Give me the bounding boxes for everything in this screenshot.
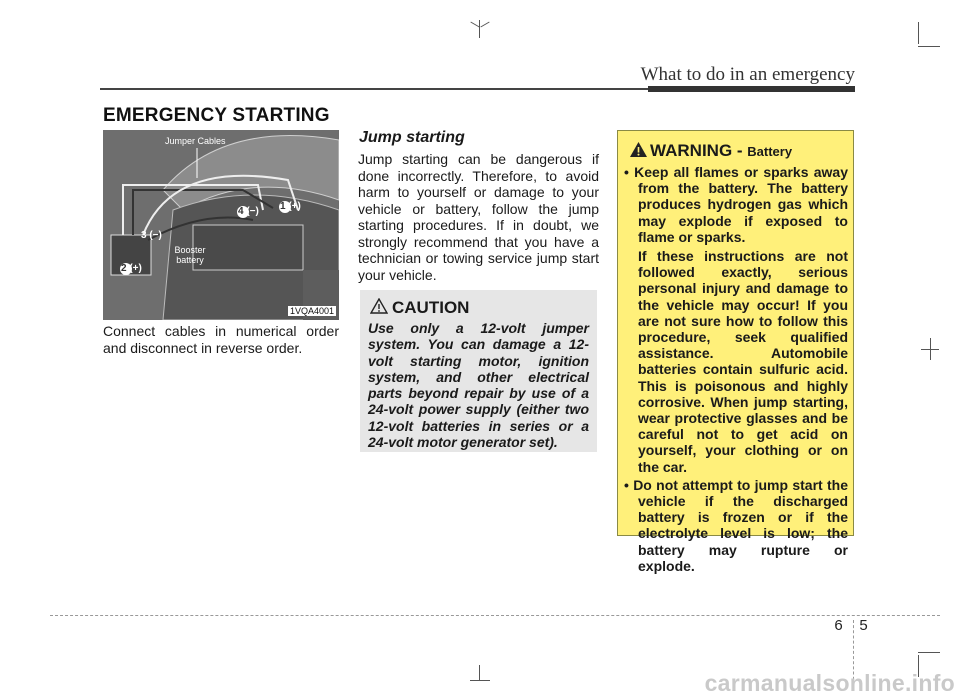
warning-list: [624, 164, 848, 574]
caution-text: Use only a 12-volt jumper system. You can damage a 12-volt starting motor, ignition system, and other electrical parts beyond repair by use of a 24-volt power supply (either two 12-volt batteries in series or a 24-volt motor generator set).: [368, 320, 589, 451]
caution-title: CAUTION: [392, 298, 470, 317]
marker-number: 1: [280, 201, 286, 212]
figure-code: 1VQA4001: [290, 306, 335, 316]
watermark: carmanualsonline.info: [704, 670, 955, 696]
marker-sign: (−): [246, 206, 259, 217]
warning-item: • Keep all flames or sparks away from the battery. The battery produces hydrogen gas which may explode if exposed to flame or sparks.: [624, 164, 848, 245]
crop-mark: [918, 46, 940, 47]
crop-mark: [918, 652, 940, 653]
warning-title: [650, 141, 792, 161]
crop-mark: [479, 20, 480, 38]
header-bar: [648, 86, 855, 92]
warning-title-main: WARNING -: [650, 141, 748, 160]
warning-title-sub: Battery: [747, 144, 793, 159]
running-header: What to do in an emergency: [640, 64, 855, 85]
warning-item-detail: If these instructions are not followed exactly, serious personal injury and damage to the vehicle may occur! If you are not sure how to follow this procedure, seek qualified assistance. Automobile batteries contain sulfuric acid. This is poisonous and highly corrosive. When jump starting, wear protective glasses and be careful not to get acid on yourself, your clothing or on the car.: [638, 248, 848, 475]
marker-number: 2: [121, 263, 127, 274]
marker-2: [121, 263, 142, 274]
jump-starting-heading: Jump starting: [359, 129, 465, 146]
booster-battery-label: Booster battery: [174, 245, 206, 265]
warning-item: • Do not attempt to jump start the vehicle if the discharged battery is frozen or if the electrolyte level is low; the battery may rupture or explode.: [624, 476, 848, 574]
marker-sign: (+): [288, 201, 301, 212]
jump-start-figure: [103, 130, 339, 320]
engine-bay-illustration: [103, 130, 339, 320]
marker-sign: (+): [129, 263, 142, 274]
caution-triangle-icon: [370, 298, 388, 314]
page-number: [826, 617, 876, 634]
jumper-cables-label: Jumper Cables: [165, 136, 226, 146]
marker-number: 3: [141, 230, 147, 241]
crop-mark: [479, 665, 480, 681]
crop-mark: [918, 22, 919, 44]
marker-1: [280, 201, 301, 212]
crop-mark: [921, 349, 939, 350]
marker-3: [141, 230, 162, 241]
page-in-chapter: 5: [859, 617, 868, 634]
crop-mark: [470, 680, 490, 681]
marker-number: 4: [238, 206, 244, 217]
chapter-number: 6: [834, 617, 843, 634]
crop-mark: [480, 22, 489, 28]
footer-rule: [50, 615, 940, 616]
marker-4: [238, 206, 259, 217]
jump-starting-text: Jump starting can be dangerous if done incorrectly. Therefore, to avoid harm to yourself or damage to your vehicle or battery, follow the jump starting procedures. If in doubt, we strongly recommend that you have a technician or towing service jump start your vehicle.: [358, 151, 599, 283]
warning-triangle-icon: [629, 141, 648, 158]
marker-sign: (−): [149, 230, 162, 241]
section-title: EMERGENCY STARTING: [103, 105, 330, 126]
figure-caption: Connect cables in numerical order and disconnect in reverse order.: [103, 323, 339, 356]
